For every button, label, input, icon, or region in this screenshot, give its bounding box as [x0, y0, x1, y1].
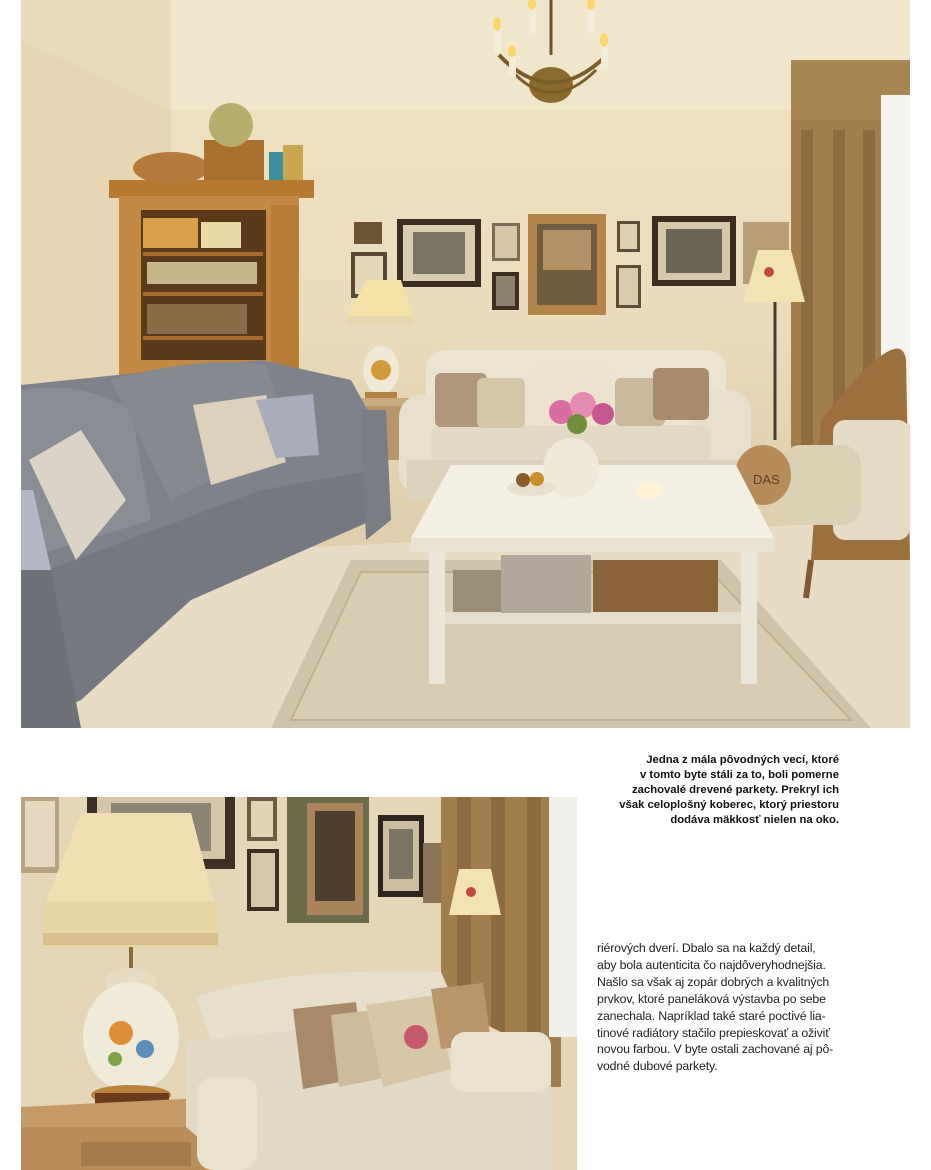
caption-line: zachovalé drevené parkety. Prekryl ich — [631, 784, 839, 796]
living-room-illustration — [21, 0, 910, 728]
picture-gallery — [351, 214, 789, 315]
article-body-text — [597, 940, 840, 1075]
basket-label: DAS — [753, 472, 780, 487]
body-line: Našlo sa však aj zopár dobrých a kvalitných — [597, 974, 830, 989]
caption-line: v tomto byte stáli za to, boli pomerne — [640, 769, 839, 781]
body-line: vodné dubové parkety. — [597, 1059, 718, 1074]
living-room-photo — [21, 0, 910, 728]
body-line: novou farbou. V byte ostali zachované aj pô- — [597, 1042, 834, 1057]
caption-line: však celoplošný koberec, ktorý priestoru — [619, 799, 839, 811]
body-line: zanechala. Napríklad také staré poctivé lia- — [597, 1008, 826, 1023]
body-line: riérových dverí. Dbalo sa na každý detail, — [597, 941, 816, 955]
sofa-corner-illustration — [21, 797, 577, 1170]
photo-caption — [588, 753, 839, 828]
caption-line: dodáva mäkkosť nielen na oko. — [670, 814, 839, 826]
body-line: aby bola autenticita čo najdôveryhodnejšia. — [597, 957, 826, 972]
body-line: prvkov, ktoré paneláková výstavba po sebe — [597, 991, 826, 1006]
caption-line: Jedna z mála pôvodných vecí, ktoré — [646, 754, 839, 766]
sofa-corner-photo — [21, 797, 577, 1170]
body-line: tinové radiátory stačilo prepieskovať a oživiť — [597, 1025, 830, 1040]
